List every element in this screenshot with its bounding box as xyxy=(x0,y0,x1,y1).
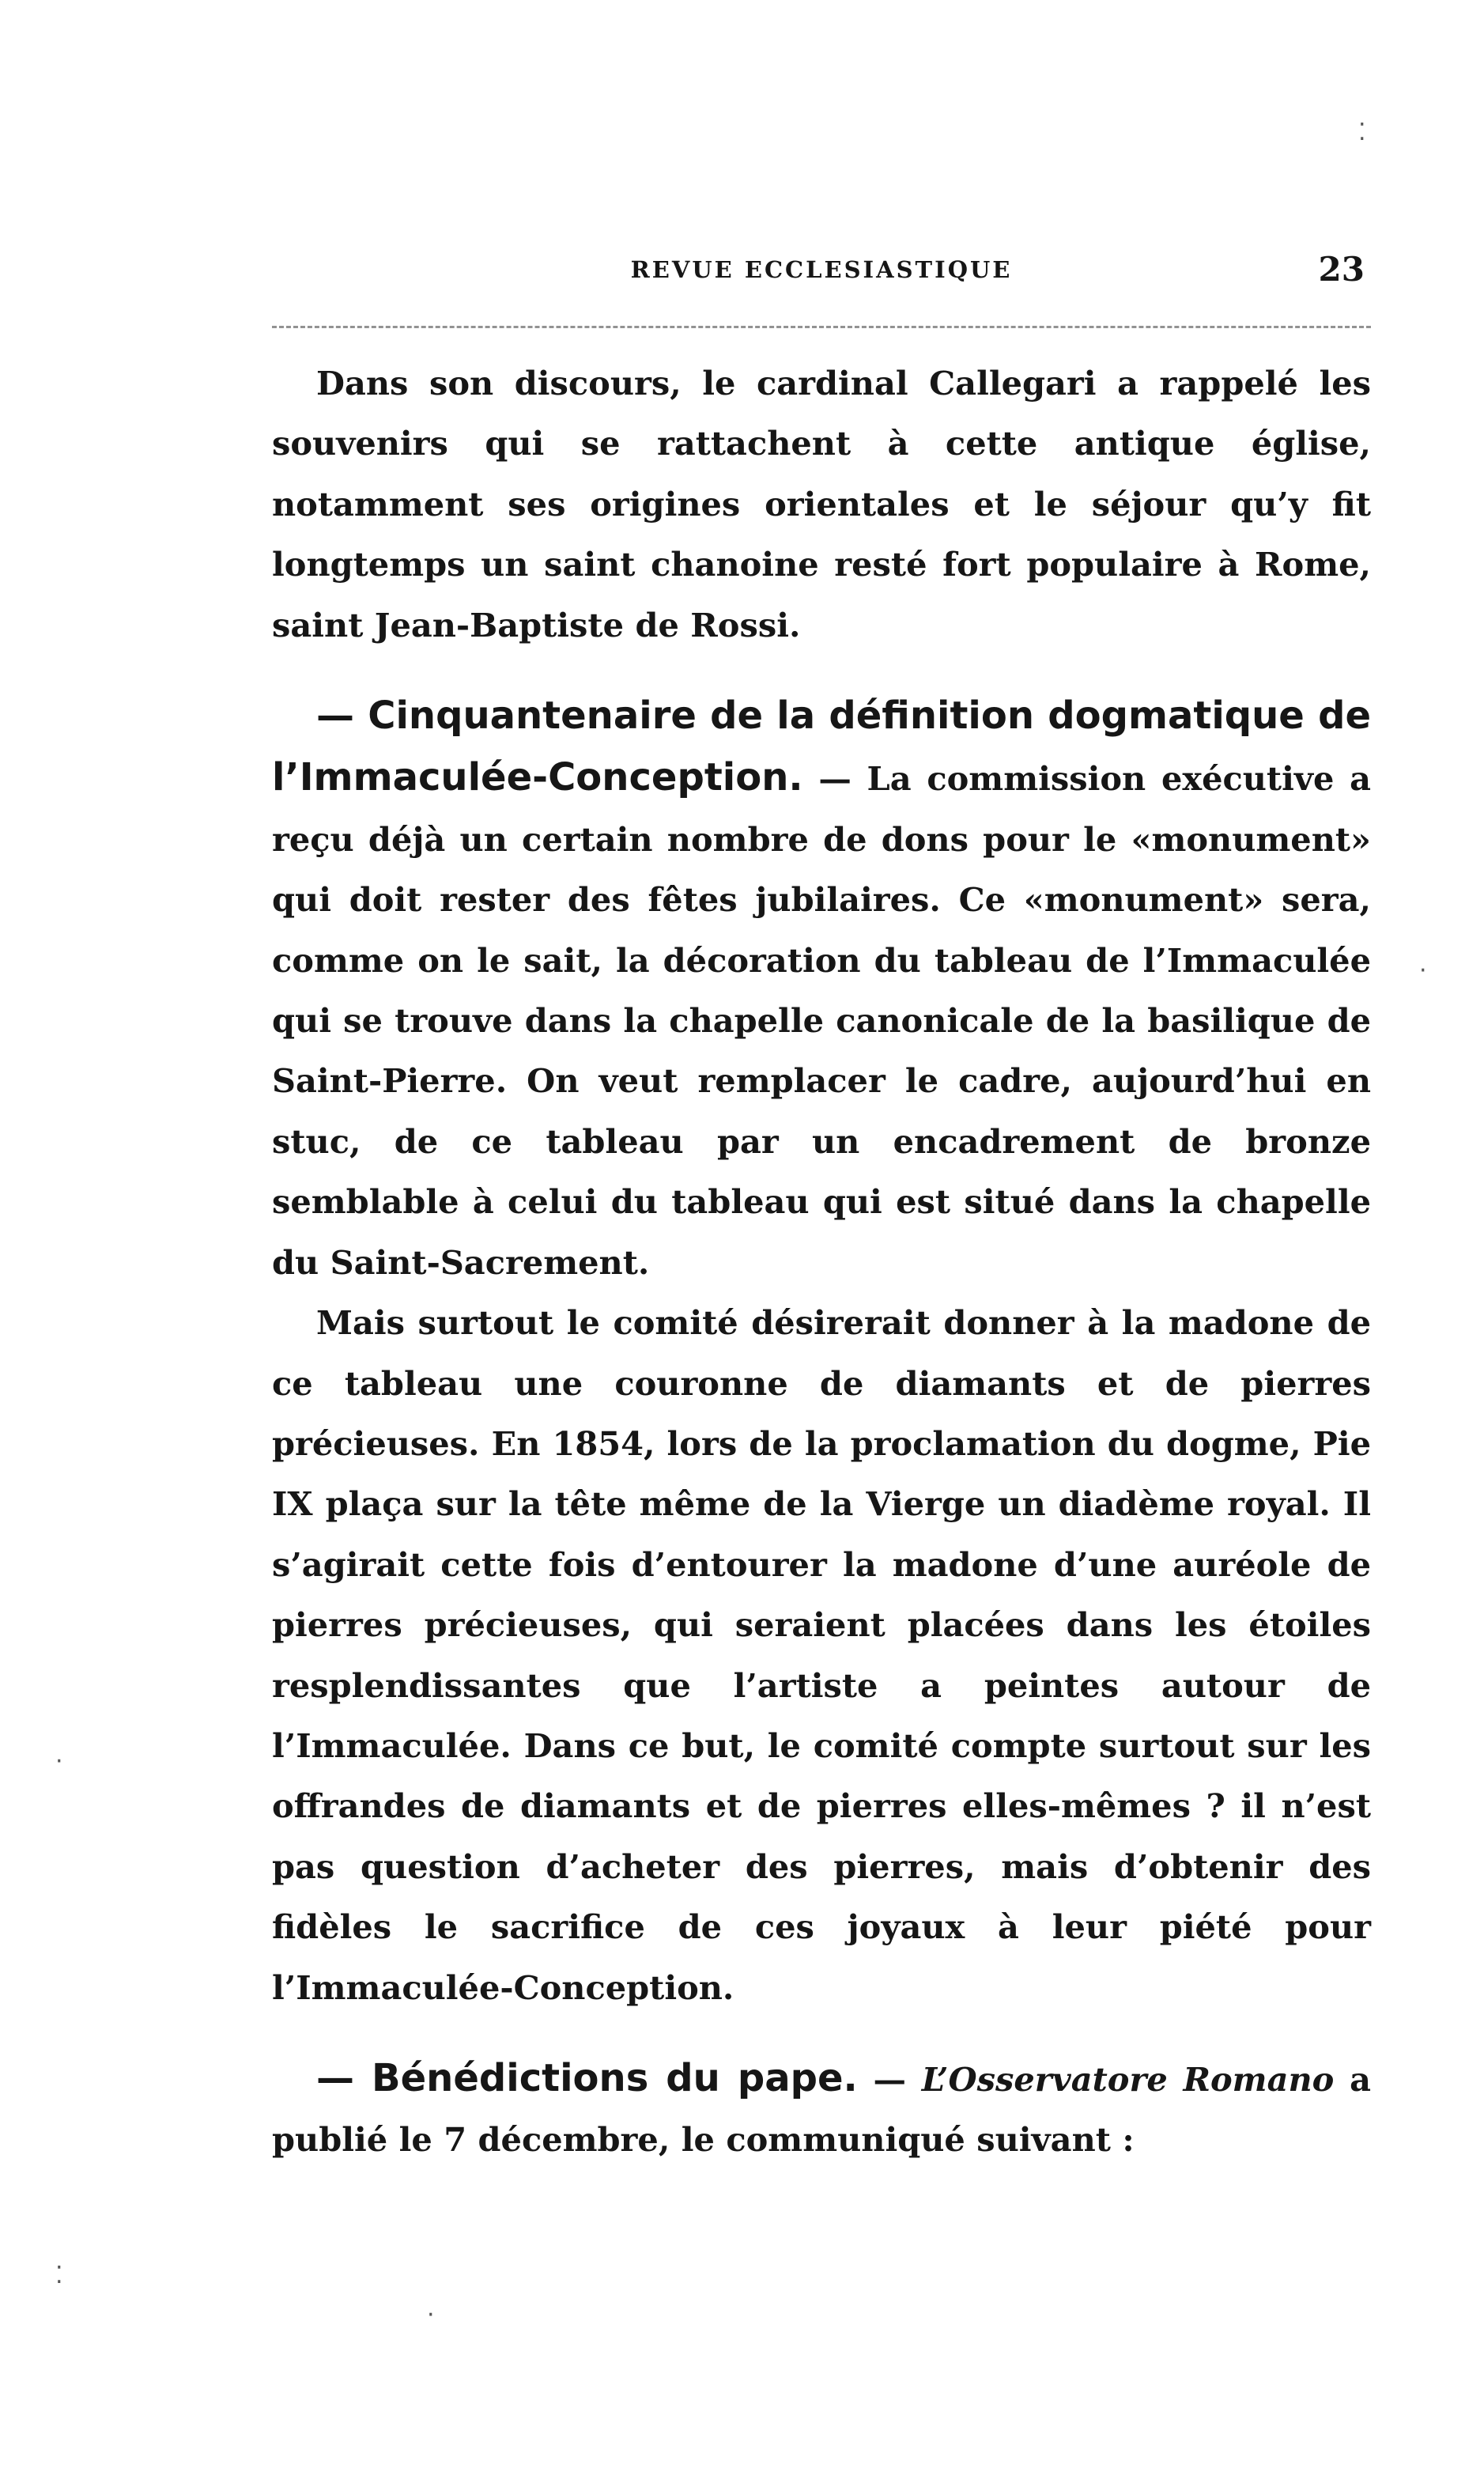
paragraph-cinquantenaire-text: — La commission exécutive a reçu déjà un certain nombre de dons pour le «monument» qui doit rester des fêtes jubilaires. Ce «monument» sera, comme on le sait, la décoration du tableau de l’Immaculée qui se trouve dans la chapelle canonicale de la basilique de Saint-Pierre. On veut remplacer le cadre, aujourd’hui en stuc, de ce tableau par un encadrement de bronze semblable à celui du tableau qui est situé dans la chapelle du Saint-Sacrement. xyxy=(272,759,1371,1282)
scan-speck: ⁚ xyxy=(1358,119,1366,146)
scan-speck: ⁚ xyxy=(55,2262,63,2289)
newspaper-title: L’Osservatore Romano xyxy=(921,2059,1335,2099)
heading-dash: — xyxy=(857,2059,922,2099)
scan-speck: · xyxy=(55,1748,63,1775)
paragraph-callegari-text: Dans son discours, le cardinal Callegari a rappelé les souvenirs qui se rattachent à cette antique église, notamment ses origines orientales et le séjour qu’y fit longtemps un saint chanoine resté fort populaire à Rome, saint Jean-Baptiste de Rossi. xyxy=(272,364,1371,644)
paragraph-cinquantenaire xyxy=(272,686,1371,1293)
paragraph-benedictions xyxy=(272,2048,1371,2171)
paragraph-couronne-text: Mais surtout le comité désirerait donner à la madone de ce tableau une couronne de diamants et de pierres précieuses. En 1854, lors de la proclamation du dogme, Pie IX plaça sur la tête même de la Vierge un diadème royal. Il s’agirait cette fois d’entourer la madone d’une auréole de pierres précieuses, qui seraient placées dans les étoiles resplendissantes que l’artiste a peintes autour de l’Immaculée. Dans ce but, le comité compte surtout sur les offrandes de diamants et de pierres elles-mêmes ? il n’est pas question d’acheter des pierres, mais d’obtenir des fidèles le sacrifice de ces joyaux à leur piété pour l’Immaculée-Conception. xyxy=(272,1303,1371,2007)
scan-speck: · xyxy=(427,2301,435,2329)
section-heading-cinquantenaire: — Cinquantenaire de la définition dogmatique de l’Immaculée-Conception. xyxy=(272,694,1371,800)
paragraph-benedictions-text: a publié le 7 décembre, le communiqué suivant : xyxy=(272,2059,1371,2160)
header-rule xyxy=(272,326,1371,328)
running-head xyxy=(272,237,1371,293)
page-number: 23 xyxy=(1318,250,1365,289)
book-page xyxy=(272,237,1371,2171)
scan-speck: · xyxy=(1419,957,1427,985)
running-title: REVUE ECCLESIASTIQUE xyxy=(630,256,1013,283)
section-heading-benedictions: — Bénédictions du pape. xyxy=(316,2055,858,2100)
paragraph-callegari xyxy=(272,353,1371,656)
paragraph-couronne xyxy=(272,1293,1371,2018)
